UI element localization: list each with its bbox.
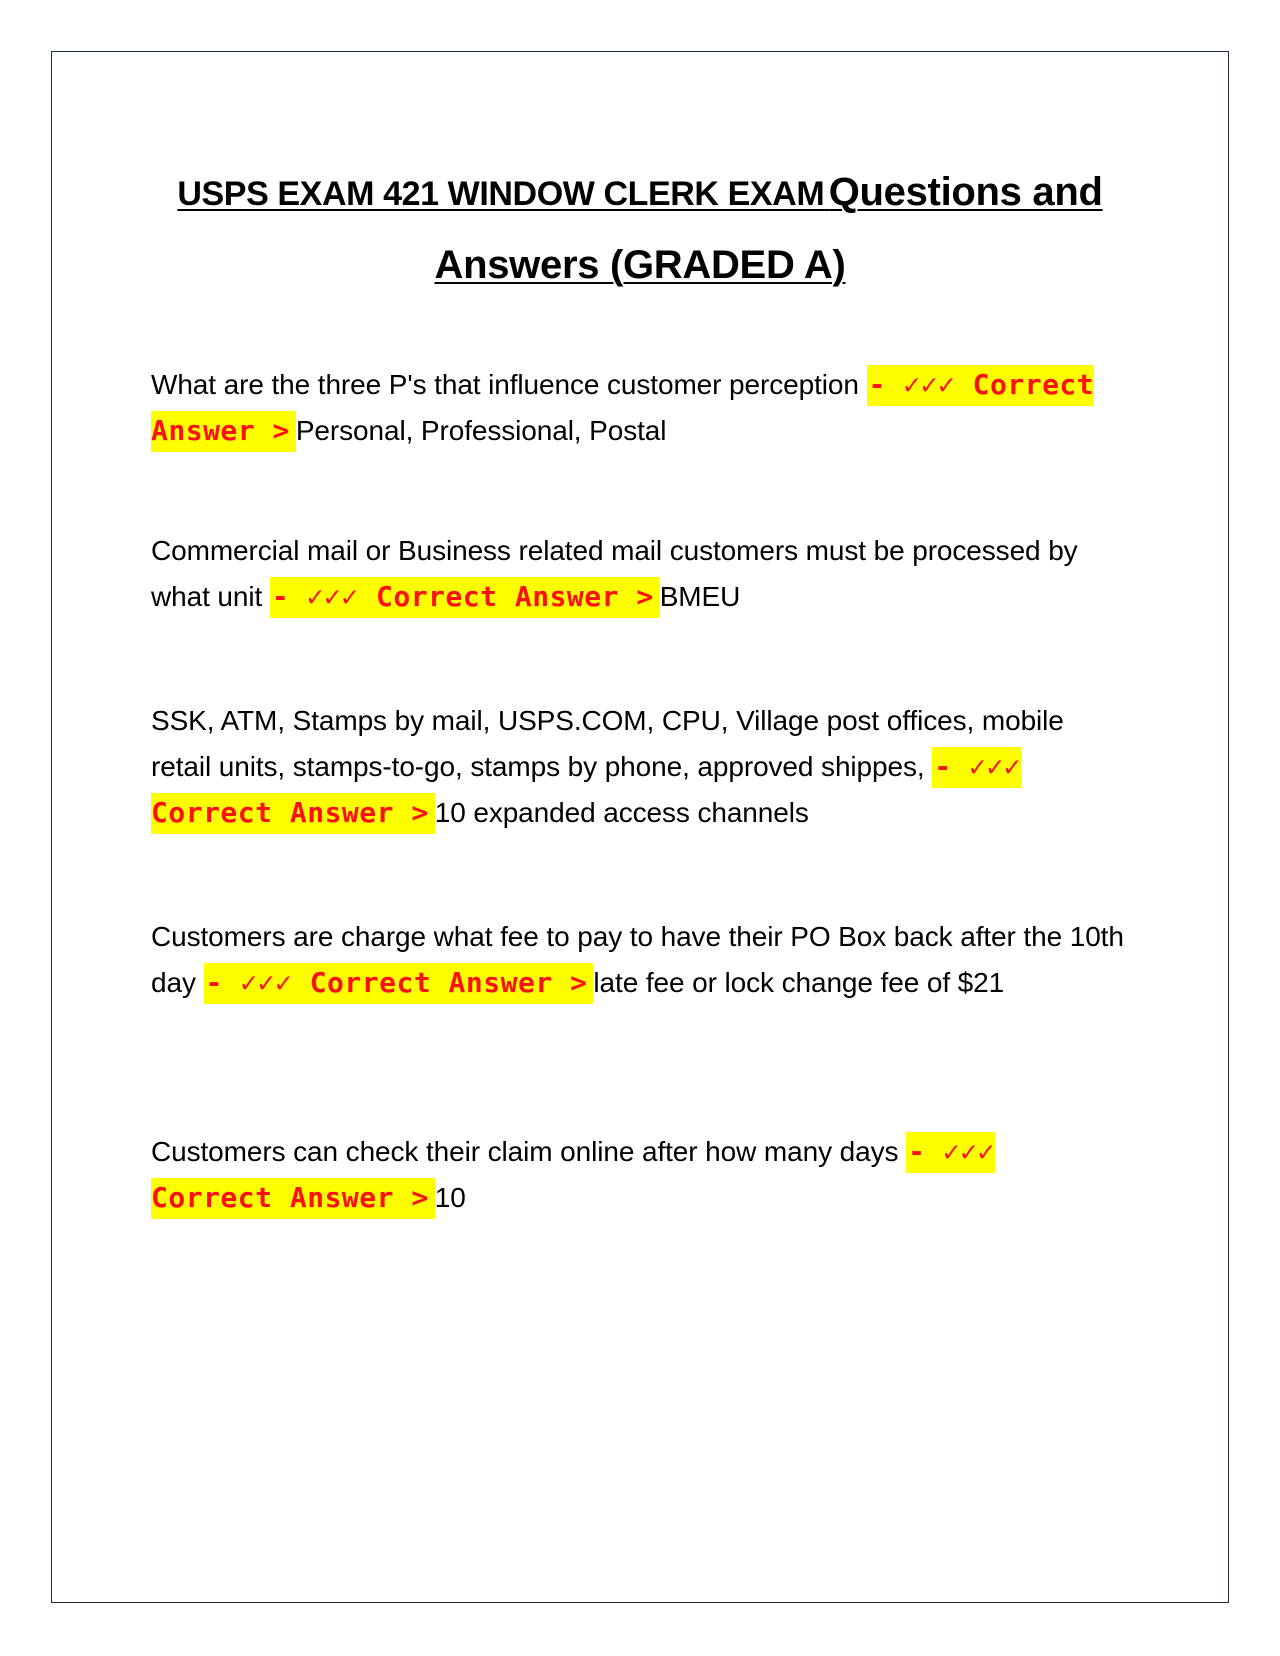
correct-answer-marker: - ✓✓✓ Correct Answer > xyxy=(204,963,594,1004)
question-text: What are the three P's that influence customer perception xyxy=(151,369,859,400)
qa-item-2 xyxy=(151,528,1131,620)
answer-text: BMEU xyxy=(659,581,741,612)
title-line-1 xyxy=(140,160,1140,233)
question-text: Customers can check their claim online after how many days xyxy=(151,1136,899,1167)
correct-answer-marker: - ✓✓✓ Correct Answer > xyxy=(151,1132,995,1219)
answer-text: 10 expanded access channels xyxy=(434,797,809,828)
question-text: Commercial mail or Business related mail customers must be processed by what unit xyxy=(151,535,1078,612)
qa-item-1 xyxy=(151,362,1131,454)
answer-text: Personal, Professional, Postal xyxy=(295,415,667,446)
title-line-2: Answers (GRADED A) xyxy=(434,243,846,287)
correct-answer-marker: - ✓✓✓ Correct Answer > xyxy=(270,577,660,618)
question-text: SSK, ATM, Stamps by mail, USPS.COM, CPU, Village post offices, mobile retail units, stamps-to-go, stamps by phone, approved shippes, xyxy=(151,705,1064,782)
correct-answer-marker: - ✓✓✓ Correct Answer > xyxy=(151,365,1094,452)
question-text: Customers are charge what fee to pay to have their PO Box back after the 10th day xyxy=(151,921,1124,998)
qa-item-3 xyxy=(151,698,1131,836)
answer-text: late fee or lock change fee of $21 xyxy=(593,967,1005,998)
title-part-1: USPS EXAM 421 WINDOW CLERK EXAM xyxy=(177,175,825,213)
correct-answer-marker: - ✓✓✓ Correct Answer > xyxy=(151,747,1021,834)
qa-item-5 xyxy=(151,1129,1131,1221)
answer-text: 10 xyxy=(434,1182,466,1213)
title-part-2: Questions and xyxy=(828,170,1103,214)
document-title xyxy=(140,160,1140,297)
qa-item-4 xyxy=(151,914,1131,1006)
